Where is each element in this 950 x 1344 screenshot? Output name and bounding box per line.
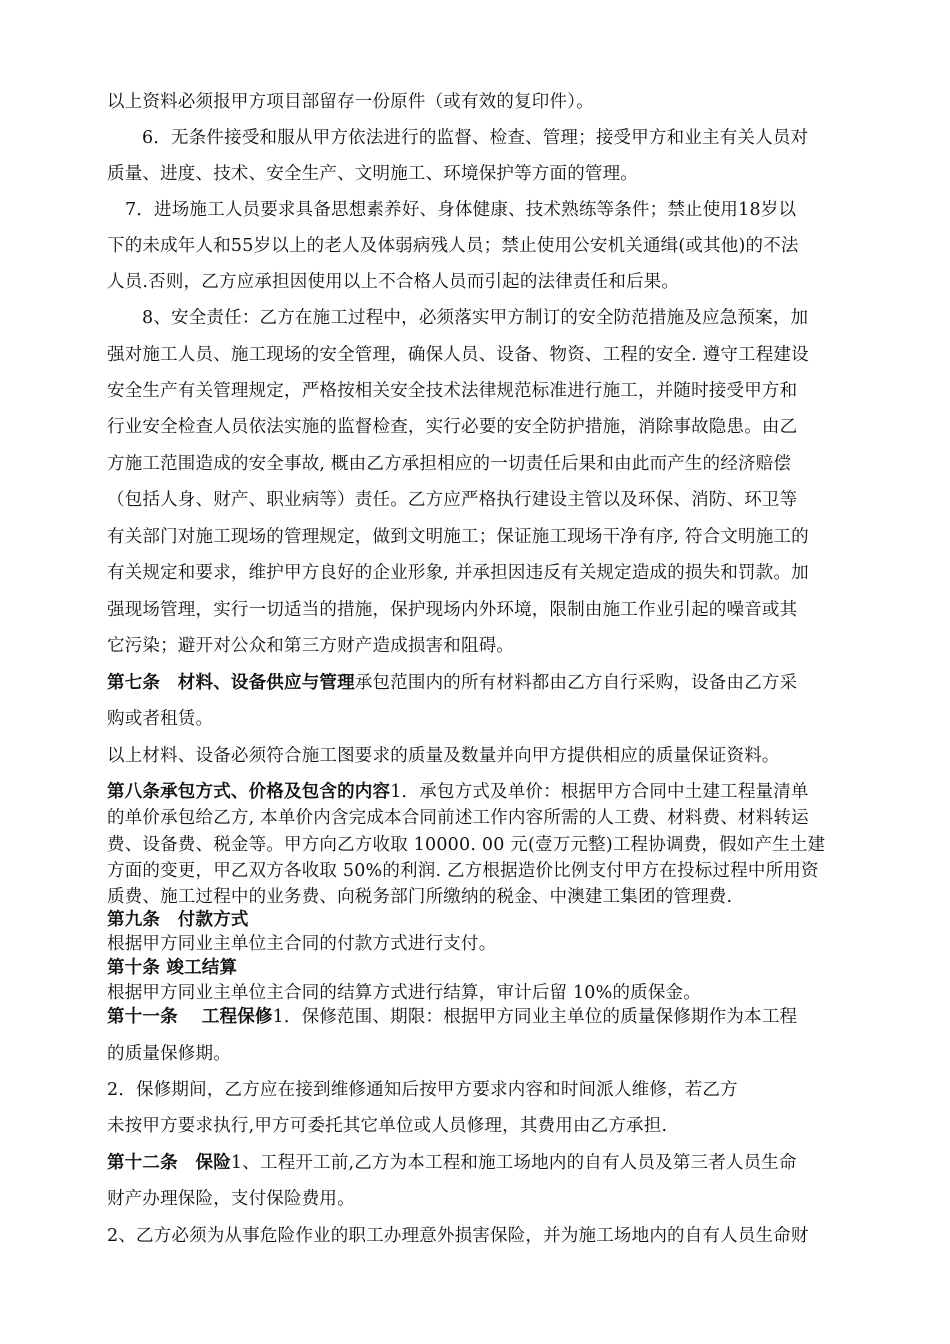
article-7-line bbox=[107, 672, 867, 694]
article-12-line bbox=[107, 1152, 867, 1174]
article-8-line bbox=[107, 781, 867, 803]
text-line: 质量、进度、技术、安全生产、文明施工、环境保护等方面的管理。 bbox=[107, 164, 638, 184]
text-line: 下的未成年人和55岁以上的老人及体弱病残人员；禁止使用公安机关通缉(或其他)的不法 bbox=[107, 236, 799, 256]
text-line: 的质量保修期。 bbox=[107, 1044, 231, 1064]
text-line: 有关规定和要求，维护甲方良好的企业形象, 并承担因违反有关规定造成的损失和罚款。加 bbox=[107, 563, 809, 583]
text-line: 未按甲方要求执行,甲方可委托其它单位或人员修理，其费用由乙方承担. bbox=[107, 1116, 668, 1136]
article-9-heading: 第九条 付款方式 bbox=[107, 910, 249, 930]
article-7-heading: 第七条 材料、设备供应与管理 bbox=[107, 673, 355, 693]
article-8-text: 1．承包方式及单价：根据甲方合同中土建工程量清单 bbox=[390, 782, 809, 802]
text-line: 8、安全责任：乙方在施工过程中，必须落实甲方制订的安全防范措施及应急预案，加 bbox=[142, 308, 809, 328]
text-line: 以上资料必须报甲方项目部留存一份原件（或有效的复印件）。 bbox=[107, 92, 594, 112]
article-12-heading: 第十二条 保险 bbox=[107, 1153, 231, 1173]
article-11-text: 1．保修范围、期限：根据甲方同业主单位的质量保修期作为本工程 bbox=[272, 1007, 798, 1027]
text-line: 方施工范围造成的安全事故, 概由乙方承担相应的一切责任后果和由此而产生的经济赔偿 bbox=[107, 454, 792, 474]
text-line: 它污染；避开对公众和第三方财产造成损害和阻碍。 bbox=[107, 636, 515, 656]
text-line: 方面的变更，甲乙双方各收取 50%的利润. 乙方根据造价比例支付甲方在投标过程中所用资 bbox=[107, 861, 819, 881]
text-line: 6．无条件接受和服从甲方依法进行的监督、检查、管理；接受甲方和业主有关人员对 bbox=[142, 128, 809, 148]
text-line: 以上材料、设备必须符合施工图要求的质量及数量并向甲方提供相应的质量保证资料。 bbox=[107, 746, 780, 766]
article-8-heading: 第八条承包方式、价格及包含的内容 bbox=[107, 782, 391, 802]
text-line: 2．保修期间，乙方应在接到维修通知后按甲方要求内容和时间派人维修，若乙方 bbox=[107, 1080, 738, 1100]
article-7-text: 承包范围内的所有材料都由乙方自行采购，设备由乙方采 bbox=[354, 673, 798, 693]
article-10-heading: 第十条 竣工结算 bbox=[107, 958, 238, 978]
text-line: 安全生产有关管理规定，严格按相关安全技术法律规范标准进行施工，并随时接受甲方和 bbox=[107, 381, 798, 401]
text-line: 费、设备费、税金等。甲方向乙方收取 10000. 00 元(壹万元整)工程协调费，假如产生土建 bbox=[107, 835, 826, 855]
text-line: 的单价承包给乙方, 本单价内含完成本合同前述工作内容所需的人工费、材料费、材料转运 bbox=[107, 808, 809, 828]
text-line: 行业安全检查人员依法实施的监督检查，实行必要的安全防护措施，消除事故隐患。由乙 bbox=[107, 417, 798, 437]
text-line: 7．进场施工人员要求具备思想素养好、身体健康、技术熟练等条件；禁止使用18岁以 bbox=[125, 200, 797, 220]
text-line: 质费、施工过程中的业务费、向税务部门所缴纳的税金、中澳建工集团的管理费. bbox=[107, 887, 733, 907]
text-line: 根据甲方同业主单位主合同的结算方式进行结算，审计后留 10%的质保金。 bbox=[107, 983, 701, 1003]
text-line: 购或者租赁。 bbox=[107, 709, 214, 729]
text-line: 有关部门对施工现场的管理规定，做到文明施工；保证施工现场干净有序, 符合文明施工的 bbox=[107, 527, 809, 547]
text-line: （包括人身、财产、职业病等）责任。乙方应严格执行建设主管以及环保、消防、环卫等 bbox=[107, 490, 798, 510]
article-11-line bbox=[107, 1006, 867, 1028]
text-line: 2、乙方必须为从事危险作业的职工办理意外损害保险，并为施工场地内的自有人员生命财 bbox=[107, 1226, 809, 1246]
article-12-text: 1、工程开工前,乙方为本工程和施工场地内的自有人员及第三者人员生命 bbox=[230, 1153, 797, 1173]
text-line: 财产办理保险，支付保险费用。 bbox=[107, 1189, 355, 1209]
text-line: 强对施工人员、施工现场的安全管理，确保人员、设备、物资、工程的安全. 遵守工程建设 bbox=[107, 345, 809, 365]
text-line: 根据甲方同业主单位主合同的付款方式进行支付。 bbox=[107, 934, 497, 954]
text-line: 人员.否则，乙方应承担因使用以上不合格人员而引起的法律责任和后果。 bbox=[107, 272, 680, 292]
article-11-heading: 第十一条 工程保修 bbox=[107, 1007, 273, 1027]
text-line: 强现场管理，实行一切适当的措施，保护现场内外环境，限制由施工作业引起的噪音或其 bbox=[107, 600, 798, 620]
